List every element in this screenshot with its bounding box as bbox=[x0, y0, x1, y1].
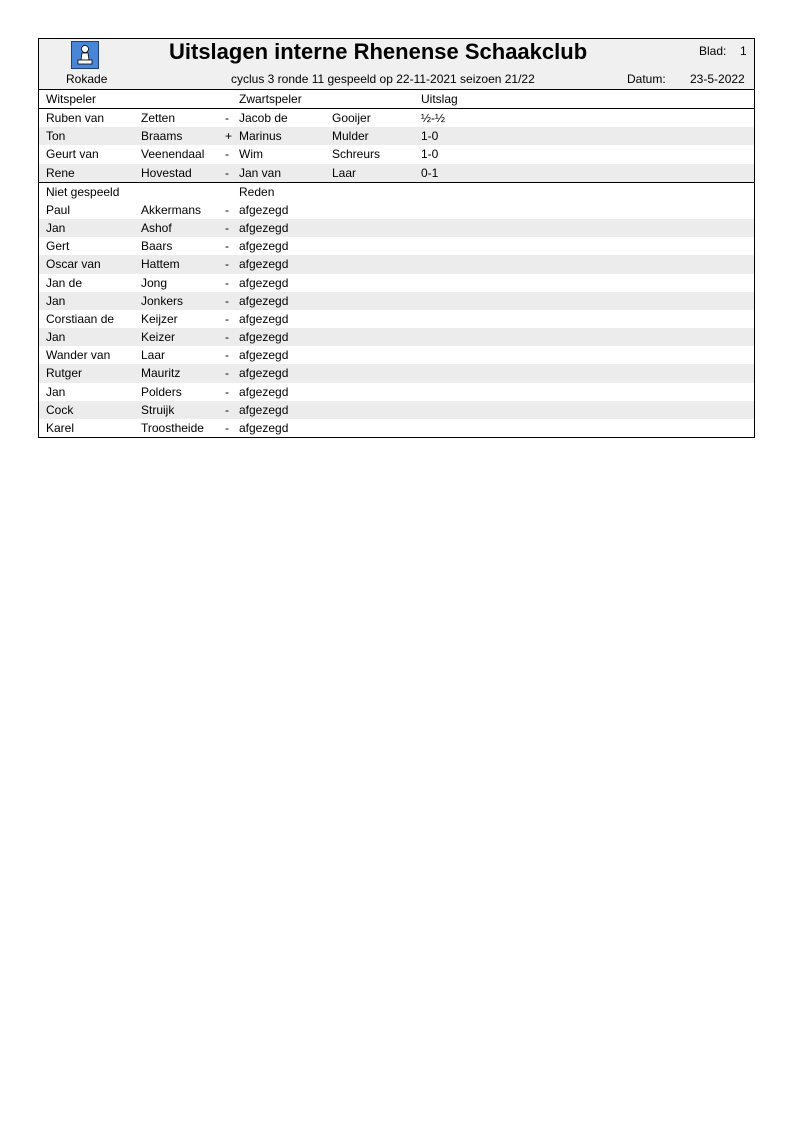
absent-separator: - bbox=[225, 239, 229, 254]
black-last-name: Schreurs bbox=[332, 147, 381, 162]
absent-first-name: Paul bbox=[46, 202, 71, 217]
date-value: 23-5-2022 bbox=[690, 72, 745, 86]
absent-row bbox=[39, 328, 754, 346]
absent-separator: - bbox=[225, 275, 229, 290]
absent-last-name: Polders bbox=[141, 384, 182, 399]
absent-reason: afgezegd bbox=[239, 311, 289, 326]
absent-last-name: Hattem bbox=[141, 257, 180, 272]
black-first-name: Wim bbox=[239, 147, 263, 162]
absent-first-name: Jan bbox=[46, 384, 66, 399]
black-first-name: Jan van bbox=[239, 165, 282, 180]
result-header: Uitslag bbox=[421, 92, 458, 106]
absent-last-name: Akkermans bbox=[141, 202, 202, 217]
absent-row bbox=[39, 383, 754, 401]
page-title: Uitslagen interne Rhenense Schaakclub bbox=[169, 39, 588, 64]
absent-separator: - bbox=[225, 202, 229, 217]
white-first-name: Geurt van bbox=[46, 147, 99, 162]
reason-header: Reden bbox=[239, 184, 275, 199]
absent-reason: afgezegd bbox=[239, 384, 289, 399]
white-first-name: Rene bbox=[46, 165, 75, 180]
black-last-name: Mulder bbox=[332, 129, 369, 144]
absent-last-name: Jong bbox=[141, 275, 168, 290]
absent-reason: afgezegd bbox=[239, 293, 289, 308]
game-row bbox=[39, 127, 754, 145]
absent-last-name: Jonkers bbox=[141, 293, 184, 308]
absent-header bbox=[39, 183, 754, 201]
white-player-header: Witspeler bbox=[46, 92, 97, 106]
absent-reason: afgezegd bbox=[239, 220, 289, 235]
absent-last-name: Keijzer bbox=[141, 311, 178, 326]
logo-caption: Rokade bbox=[66, 72, 108, 86]
absent-first-name: Cock bbox=[46, 402, 74, 417]
absent-last-name: Baars bbox=[141, 239, 173, 254]
white-first-name: Ruben van bbox=[46, 111, 105, 125]
black-last-name: Gooijer bbox=[332, 111, 371, 125]
absent-reason: afgezegd bbox=[239, 421, 289, 435]
absent-reason: afgezegd bbox=[239, 257, 289, 272]
absent-last-name: Mauritz bbox=[141, 366, 181, 381]
games-header bbox=[39, 90, 754, 109]
games-list bbox=[39, 109, 754, 183]
absent-last-name: Ashof bbox=[141, 220, 172, 235]
absent-row bbox=[39, 292, 754, 310]
results-sheet bbox=[38, 38, 755, 438]
game-separator: - bbox=[225, 111, 229, 125]
absent-separator: - bbox=[225, 366, 229, 381]
round-info: cyclus 3 ronde 11 gespeeld op 22-11-2021 seizoen 21/22 bbox=[231, 72, 535, 86]
absent-row bbox=[39, 364, 754, 382]
game-row bbox=[39, 164, 754, 182]
absent-last-name: Laar bbox=[141, 348, 166, 363]
black-player-header: Zwartspeler bbox=[239, 92, 302, 106]
absent-first-name: Jan bbox=[46, 220, 66, 235]
absent-row bbox=[39, 201, 754, 219]
absent-separator: - bbox=[225, 421, 229, 435]
absent-reason: afgezegd bbox=[239, 402, 289, 417]
game-row bbox=[39, 109, 754, 127]
game-separator: - bbox=[225, 165, 229, 180]
absent-separator: - bbox=[225, 402, 229, 417]
absent-row bbox=[39, 237, 754, 255]
page-number-label: Blad: bbox=[699, 44, 727, 58]
date-label: Datum: bbox=[627, 72, 666, 86]
game-separator: + bbox=[225, 129, 233, 144]
absent-first-name: Jan bbox=[46, 293, 66, 308]
absent-separator: - bbox=[225, 220, 229, 235]
sheet-header bbox=[39, 39, 754, 90]
absent-first-name: Wander van bbox=[46, 348, 111, 363]
white-last-name: Braams bbox=[141, 129, 183, 144]
absent-first-name: Jan de bbox=[46, 275, 83, 290]
black-first-name: Jacob de bbox=[239, 111, 288, 125]
absent-first-name: Oscar van bbox=[46, 257, 101, 272]
game-result: ½-½ bbox=[421, 111, 446, 125]
game-result: 1-0 bbox=[421, 129, 439, 144]
absent-row bbox=[39, 274, 754, 292]
white-last-name: Zetten bbox=[141, 111, 176, 125]
absent-row bbox=[39, 419, 754, 437]
absent-separator: - bbox=[225, 293, 229, 308]
white-last-name: Hovestad bbox=[141, 165, 192, 180]
absent-separator: - bbox=[225, 348, 229, 363]
absent-row bbox=[39, 219, 754, 237]
absent-reason: afgezegd bbox=[239, 330, 289, 345]
absent-reason: afgezegd bbox=[239, 348, 289, 363]
absent-reason: afgezegd bbox=[239, 239, 289, 254]
absent-last-name: Troostheide bbox=[141, 421, 204, 435]
absent-row bbox=[39, 401, 754, 419]
absent-list bbox=[39, 201, 754, 437]
absent-first-name: Karel bbox=[46, 421, 75, 435]
game-result: 1-0 bbox=[421, 147, 439, 162]
absent-separator: - bbox=[225, 257, 229, 272]
white-first-name: Ton bbox=[46, 129, 66, 144]
black-first-name: Marinus bbox=[239, 129, 282, 144]
page-number-value: 1 bbox=[740, 44, 747, 58]
absent-last-name: Keizer bbox=[141, 330, 176, 345]
game-row bbox=[39, 145, 754, 163]
game-result: 0-1 bbox=[421, 165, 439, 180]
absent-last-name: Struijk bbox=[141, 402, 175, 417]
game-separator: - bbox=[225, 147, 229, 162]
absent-separator: - bbox=[225, 330, 229, 345]
absent-row bbox=[39, 255, 754, 273]
absent-first-name: Gert bbox=[46, 239, 70, 254]
absent-separator: - bbox=[225, 384, 229, 399]
white-last-name: Veenendaal bbox=[141, 147, 205, 162]
absent-reason: afgezegd bbox=[239, 202, 289, 217]
absent-first-name: Rutger bbox=[46, 366, 83, 381]
absent-reason: afgezegd bbox=[239, 275, 289, 290]
black-last-name: Laar bbox=[332, 165, 357, 180]
not-played-header: Niet gespeeld bbox=[46, 184, 120, 199]
absent-row bbox=[39, 346, 754, 364]
absent-reason: afgezegd bbox=[239, 366, 289, 381]
absent-separator: - bbox=[225, 311, 229, 326]
absent-first-name: Jan bbox=[46, 330, 66, 345]
chess-pawn-logo-icon bbox=[71, 41, 99, 69]
absent-first-name: Corstiaan de bbox=[46, 311, 115, 326]
absent-row bbox=[39, 310, 754, 328]
